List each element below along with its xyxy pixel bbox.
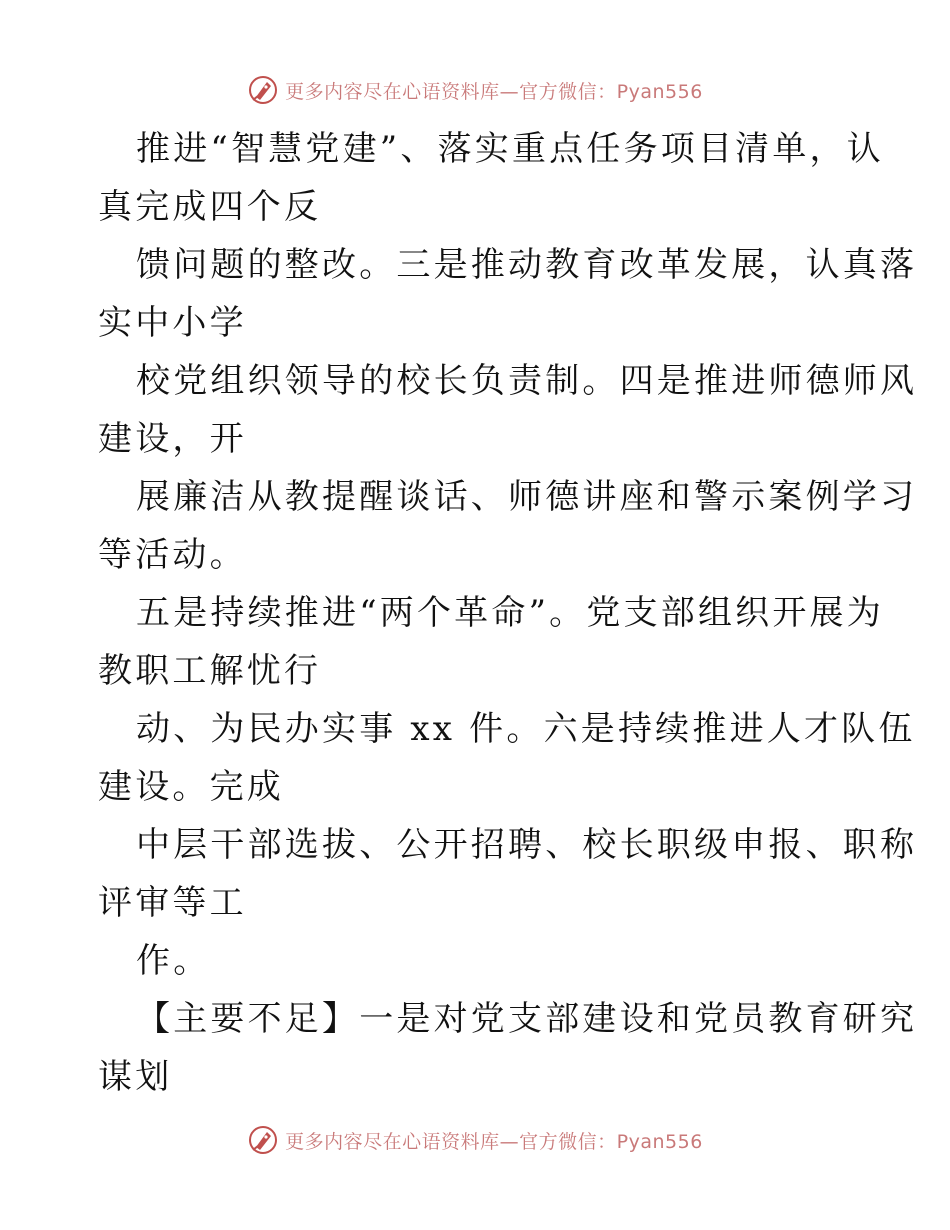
header-banner-text: 更多内容尽在心语资料库—官方微信：Pyan556 bbox=[285, 80, 703, 103]
document-body bbox=[98, 120, 918, 1106]
text-line: 教职工解忧行 bbox=[98, 651, 322, 691]
pen-nib-icon bbox=[247, 74, 279, 106]
text-line: 五是持续推进“两个革命”。党支部组织开展为 bbox=[136, 593, 884, 633]
text-line: 建设，开 bbox=[98, 419, 247, 459]
text-line: 展廉洁从教提醒谈话、师德讲座和警示案例学习 bbox=[136, 477, 918, 517]
text-line: 中层干部选拔、公开招聘、校长职级申报、职称 bbox=[136, 825, 918, 865]
text-line: 真完成四个反 bbox=[98, 187, 322, 227]
text-line: 建设。完成 bbox=[98, 767, 284, 807]
text-line: 馈问题的整改。三是推动教育改革发展，认真落 bbox=[136, 245, 918, 285]
text-line: 谋划 bbox=[98, 1057, 173, 1097]
text-line: 实中小学 bbox=[98, 303, 247, 343]
text-line: 作。 bbox=[136, 941, 211, 981]
text-line: 评审等工 bbox=[98, 883, 247, 923]
footer-banner bbox=[0, 1120, 950, 1160]
text-line: 推进“智慧党建”、落实重点任务项目清单，认 bbox=[136, 129, 884, 169]
text-line: 等活动。 bbox=[98, 535, 247, 575]
text-line: 【主要不足】一是对党支部建设和党员教育研究 bbox=[136, 999, 918, 1039]
text-line: 校党组织领导的校长负责制。四是推进师德师风 bbox=[136, 361, 918, 401]
text-line: 动、为民办实事 xx 件。六是持续推进人才队伍 bbox=[136, 709, 916, 749]
pen-nib-icon bbox=[247, 1124, 279, 1156]
header-banner bbox=[0, 70, 950, 110]
footer-banner-text: 更多内容尽在心语资料库—官方微信：Pyan556 bbox=[285, 1130, 703, 1153]
